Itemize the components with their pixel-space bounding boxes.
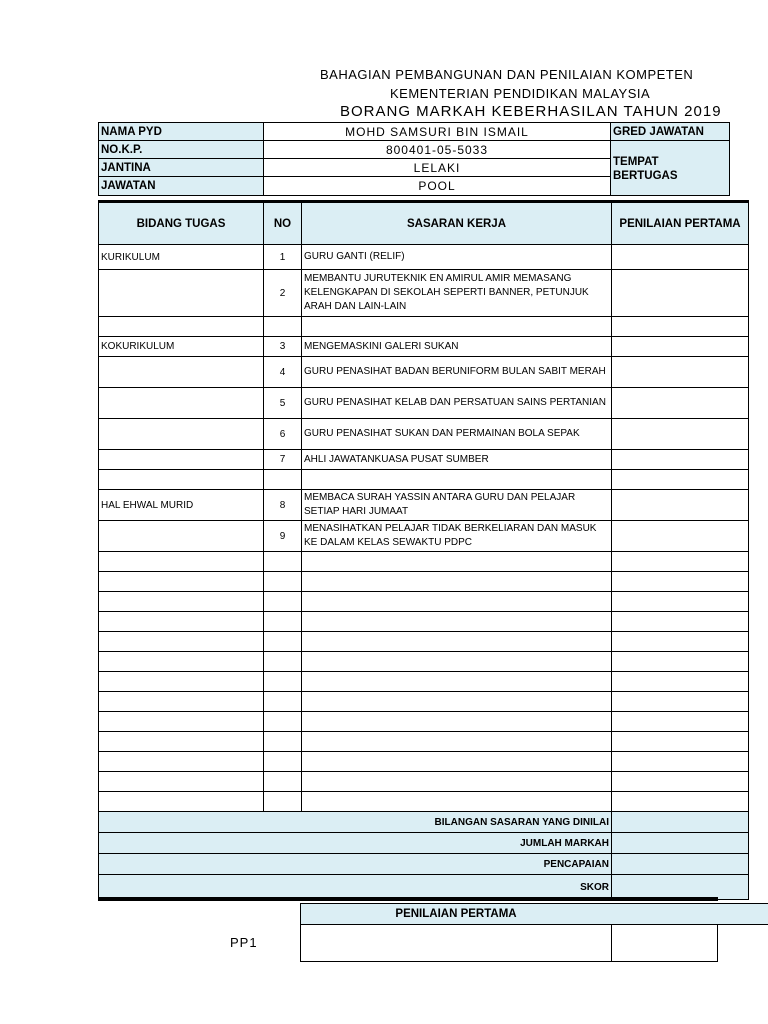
tempat-label-line-2: BERTUGAS [613, 170, 678, 182]
empty-row [99, 552, 749, 572]
penilaian-cell[interactable] [612, 470, 749, 490]
no-cell: 9 [264, 521, 302, 552]
col-bidang: BIDANG TUGAS [99, 202, 264, 245]
penilaian-cell[interactable] [612, 490, 749, 521]
summary-label-skor: SKOR [99, 875, 612, 900]
sasaran-cell: GURU PENASIHAT BADAN BERUNIFORM BULAN SABIT MERAH [302, 357, 612, 388]
summary-label-pencapaian: PENCAPAIAN [99, 854, 612, 875]
empty-cell[interactable] [612, 752, 749, 772]
header-line-1: BAHAGIAN PEMBANGUNAN DAN PENILAIAN KOMPETEN [320, 67, 694, 82]
tempat-label-line-1: TEMPAT [613, 156, 659, 168]
empty-cell[interactable] [99, 572, 264, 592]
empty-cell[interactable] [264, 592, 302, 612]
empty-cell[interactable] [99, 772, 264, 792]
no-cell: 4 [264, 357, 302, 388]
table-row [99, 337, 749, 357]
empty-cell[interactable] [612, 732, 749, 752]
empty-cell[interactable] [99, 672, 264, 692]
empty-cell[interactable] [264, 552, 302, 572]
empty-cell[interactable] [302, 772, 612, 792]
empty-cell[interactable] [612, 792, 749, 812]
empty-cell[interactable] [99, 792, 264, 812]
penilaian-cell[interactable] [612, 245, 749, 270]
empty-row [99, 772, 749, 792]
no-cell: 5 [264, 388, 302, 419]
footer-input-cell[interactable] [300, 924, 612, 962]
summary-row-jumlah [99, 833, 749, 854]
no-cell: 2 [264, 270, 302, 317]
table-row [99, 317, 749, 337]
empty-cell[interactable] [302, 592, 612, 612]
empty-cell[interactable] [612, 632, 749, 652]
empty-row [99, 632, 749, 652]
empty-cell[interactable] [612, 672, 749, 692]
empty-cell[interactable] [99, 652, 264, 672]
empty-cell[interactable] [612, 692, 749, 712]
sasaran-cell [302, 470, 612, 490]
summary-value-bilangan[interactable] [612, 812, 749, 833]
table-row [99, 245, 749, 270]
empty-cell[interactable] [99, 612, 264, 632]
empty-cell[interactable] [302, 692, 612, 712]
empty-cell[interactable] [264, 672, 302, 692]
empty-cell[interactable] [264, 772, 302, 792]
penilaian-cell[interactable] [612, 388, 749, 419]
table-row [99, 419, 749, 450]
empty-cell[interactable] [99, 592, 264, 612]
empty-row [99, 572, 749, 592]
summary-label-bilangan: BILANGAN SASARAN YANG DINILAI [99, 812, 612, 833]
nama-label: NAMA PYD [98, 122, 264, 141]
bidang-cell [99, 419, 264, 450]
summary-value-jumlah[interactable] [612, 833, 749, 854]
pp1-label: PP1 [230, 935, 258, 950]
no-cell: 1 [264, 245, 302, 270]
sasaran-cell: MEMBACA SURAH YASSIN ANTARA GURU DAN PELAJAR SETIAP HARI JUMAAT [302, 490, 612, 521]
empty-cell[interactable] [612, 712, 749, 732]
sasaran-cell: GURU PENASIHAT KELAB DAN PERSATUAN SAINS PERTANIAN [302, 388, 612, 419]
empty-cell[interactable] [264, 632, 302, 652]
sasaran-cell [302, 317, 612, 337]
empty-cell[interactable] [302, 672, 612, 692]
gred-label: GRED JAWATAN [610, 122, 730, 141]
jantina-label: JANTINA [98, 158, 264, 177]
table-row [99, 270, 749, 317]
table-row [99, 470, 749, 490]
empty-row [99, 652, 749, 672]
empty-cell[interactable] [302, 632, 612, 652]
header-line-2: KEMENTERIAN PENDIDIKAN MALAYSIA [390, 86, 651, 101]
penilaian-cell[interactable] [612, 357, 749, 388]
summary-row-bilangan [99, 812, 749, 833]
table-row [99, 450, 749, 470]
penilaian-cell[interactable] [612, 450, 749, 470]
summary-row-pencapaian [99, 854, 749, 875]
empty-cell[interactable] [264, 792, 302, 812]
nama-value: MOHD SAMSURI BIN ISMAIL [263, 122, 611, 141]
empty-cell[interactable] [302, 792, 612, 812]
summary-row-skor [99, 875, 749, 900]
penilaian-cell[interactable] [612, 521, 749, 552]
empty-cell[interactable] [612, 552, 749, 572]
penilaian-cell[interactable] [612, 337, 749, 357]
empty-cell[interactable] [302, 612, 612, 632]
bidang-cell [99, 270, 264, 317]
empty-cell[interactable] [302, 652, 612, 672]
no-cell: 6 [264, 419, 302, 450]
empty-row [99, 752, 749, 772]
empty-row [99, 732, 749, 752]
footer-score-cell[interactable] [611, 924, 718, 962]
bidang-cell [99, 470, 264, 490]
jantina-value: LELAKI [263, 158, 611, 177]
bidang-cell: KOKURIKULUM [99, 337, 264, 357]
empty-row [99, 592, 749, 612]
bidang-cell [99, 521, 264, 552]
sasaran-cell: AHLI JAWATANKUASA PUSAT SUMBER [302, 450, 612, 470]
bidang-cell [99, 317, 264, 337]
empty-row [99, 792, 749, 812]
penilaian-cell[interactable] [612, 270, 749, 317]
tempat-label [610, 140, 730, 196]
jawatan-value: POOL [263, 176, 611, 196]
no-cell: 3 [264, 337, 302, 357]
empty-cell[interactable] [612, 652, 749, 672]
col-no: NO [264, 202, 302, 245]
no-cell [264, 470, 302, 490]
empty-row [99, 672, 749, 692]
empty-cell[interactable] [99, 732, 264, 752]
jawatan-label: JAWATAN [98, 176, 264, 196]
table-header-row [99, 202, 749, 245]
sasaran-cell: MENASIHATKAN PELAJAR TIDAK BERKELIARAN DAN MASUK KE DALAM KELAS SEWAKTU PDPC [302, 521, 612, 552]
empty-cell[interactable] [264, 712, 302, 732]
nokp-label: NO.K.P. [98, 140, 264, 159]
empty-cell[interactable] [99, 712, 264, 732]
summary-value-skor[interactable] [612, 875, 749, 900]
empty-cell[interactable] [302, 552, 612, 572]
empty-cell[interactable] [99, 552, 264, 572]
bidang-cell [99, 450, 264, 470]
bidang-cell [99, 388, 264, 419]
footer-penilaian-label: PENILAIAN PERTAMA [300, 903, 612, 925]
empty-cell[interactable] [99, 692, 264, 712]
bidang-cell: KURIKULUM [99, 245, 264, 270]
empty-cell[interactable] [302, 752, 612, 772]
summary-label-jumlah: JUMLAH MARKAH [99, 833, 612, 854]
empty-cell[interactable] [302, 732, 612, 752]
penilaian-cell[interactable] [612, 419, 749, 450]
table-row [99, 388, 749, 419]
empty-cell[interactable] [302, 712, 612, 732]
table-row [99, 521, 749, 552]
sasaran-table [98, 200, 749, 900]
table-row [99, 357, 749, 388]
empty-cell[interactable] [264, 652, 302, 672]
sasaran-cell: GURU GANTI (RELIF) [302, 245, 612, 270]
no-cell [264, 317, 302, 337]
empty-cell[interactable] [99, 752, 264, 772]
empty-row [99, 612, 749, 632]
empty-row [99, 692, 749, 712]
penilaian-cell[interactable] [612, 317, 749, 337]
empty-cell[interactable] [612, 572, 749, 592]
empty-cell[interactable] [264, 732, 302, 752]
empty-cell[interactable] [264, 612, 302, 632]
table-row [99, 490, 749, 521]
footer-penilaian-cell [611, 903, 768, 925]
form-title: BORANG MARKAH KEBERHASILAN TAHUN 2019 [340, 103, 722, 120]
col-penilaian: PENILAIAN PERTAMA [612, 202, 749, 245]
empty-cell[interactable] [264, 572, 302, 592]
no-cell: 8 [264, 490, 302, 521]
sasaran-cell: GURU PENASIHAT SUKAN DAN PERMAINAN BOLA SEPAK [302, 419, 612, 450]
bidang-cell [99, 357, 264, 388]
empty-cell[interactable] [264, 692, 302, 712]
sasaran-cell: MENGEMASKINI GALERI SUKAN [302, 337, 612, 357]
empty-cell[interactable] [612, 592, 749, 612]
col-sasaran: SASARAN KERJA [302, 202, 612, 245]
no-cell: 7 [264, 450, 302, 470]
empty-cell[interactable] [264, 752, 302, 772]
sasaran-cell: MEMBANTU JURUTEKNIK EN AMIRUL AMIR MEMASANG KELENGKAPAN DI SEKOLAH SEPERTI BANNER, PETUNJUK ARAH DAN LAIN-LAIN [302, 270, 612, 317]
empty-cell[interactable] [302, 572, 612, 592]
summary-value-pencapaian[interactable] [612, 854, 749, 875]
empty-row [99, 712, 749, 732]
empty-cell[interactable] [612, 612, 749, 632]
footer-divider [98, 897, 718, 901]
bidang-cell: HAL EHWAL MURID [99, 490, 264, 521]
empty-cell[interactable] [99, 632, 264, 652]
empty-cell[interactable] [612, 772, 749, 792]
nokp-value: 800401-05-5033 [263, 140, 611, 159]
